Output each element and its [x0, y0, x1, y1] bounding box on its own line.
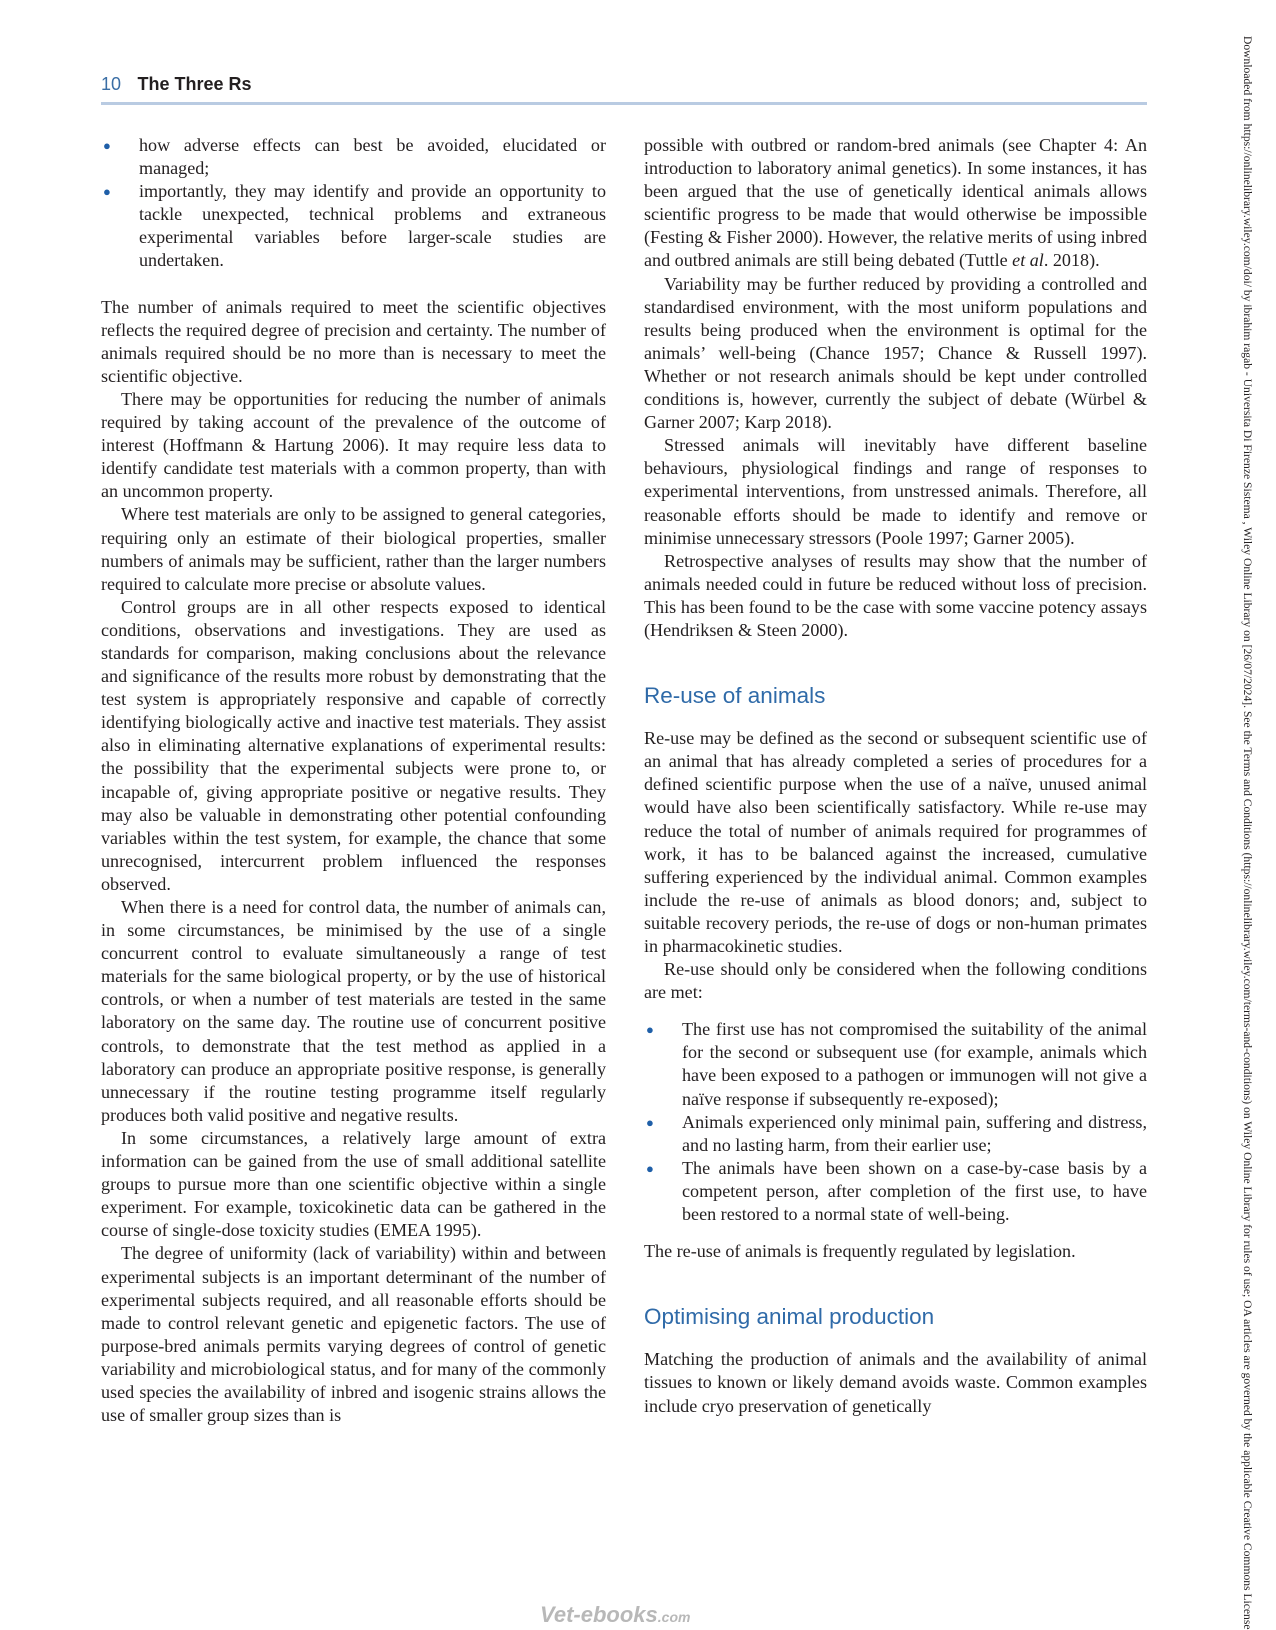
running-title: The Three Rs: [137, 74, 252, 94]
list-item: ● The first use has not compromised the suitability of the animal for the second or subsequent use (for example, animals which have been exposed to a pathogen or immunogen will not give a naïve response if subsequently re-exposed);: [644, 1018, 1147, 1110]
list-item: ● how adverse effects can best be avoided, elucidated or managed;: [101, 134, 606, 180]
running-header: [101, 74, 1147, 105]
paragraph: When there is a need for control data, the number of animals can, in some circumstances, be minimised by the use of a single concurrent control to evaluate simultaneously a range of test materials for the same biological property, or by the use of historical controls, or when a number of test materials are tested in the same laboratory on the same day. The routine use of concurrent positive controls, to demonstrate that the test method as applied in a laboratory can produce an appropriate positive response, is generally unnecessary if the routine testing programme itself regularly produces both valid positive and negative results.: [101, 897, 606, 1125]
list-item: ● Animals experienced only minimal pain, suffering and distress, and no lasting harm, from their earlier use;: [644, 1111, 1147, 1157]
paragraph: Variability may be further reduced by providing a controlled and standardised environment, with the most uniform populations and results being produced when the environment is optimal for the animals’ well-being (Chance 1957; Chance & Russell 1997). Whether or not research animals should be kept under controlled conditions is, however, currently the subject of debate (Würbel & Garner 2007; Karp 2018).: [644, 273, 1147, 433]
reuse-conditions-list: [644, 1018, 1147, 1226]
paragraph: Stressed animals will inevitably have different baseline behaviours, physiological findings and range of responses to experimental interventions, from unstressed animals. Therefore, all reasonable efforts should be made to identify and remove or minimise unnecessary stressors (Poole 1997; Garner 2005).: [644, 435, 1147, 548]
paragraph: Retrospective analyses of results may show that the number of animals needed could in future be reduced without loss of precision. This has been found to be the case with some vaccine potency assays (Hendriksen & Steen 2000).: [644, 550, 1147, 640]
paragraph: There may be opportunities for reducing the number of animals required by taking account of the prevalence of the outcome of interest (Hoffmann & Hartung 2006). It may require less data to identify candidate test materials with a common property, than with an uncommon property.: [101, 388, 606, 502]
section-heading-production: Optimising animal production: [644, 1304, 935, 1330]
paragraph: Re-use may be defined as the second or subsequent scientific use of an animal that has already completed a series of procedures for a defined scientific purpose when the use of a naïve, unused animal would have also been scientifically satisfactory. While re-use may reduce the total of number of animals required for programmes of work, it has to be balanced against the increased, cumulative suffering experienced by the individual animal. Common examples include the re-use of animals as blood donors; and, subject to suitable recovery periods, the re-use of dogs or non-human primates in pharmacokinetic studies.: [644, 728, 1147, 956]
paragraph: Matching the production of animals and the availability of animal tissues to known or likely demand avoids waste. Common examples include cryo preservation of genetically: [644, 1349, 1147, 1416]
paragraph: The degree of uniformity (lack of variability) within and between experimental subjects is an important determinant of the number of experimental subjects required, and all reasonable efforts should be made to control relevant genetic and epigenetic factors. The use of purpose-bred animals permits varying degrees of control of genetic variability and microbiological status, and for many of the commonly used species the availability of inbred and isogenic strains allows the use of smaller group sizes than is: [101, 1243, 606, 1426]
download-notice-sidebar: [1240, 36, 1256, 1630]
section-heading-reuse: Re-use of animals: [644, 683, 826, 709]
left-column: [101, 134, 606, 1427]
page-number: 10: [101, 74, 122, 94]
paragraph: Re-use should only be considered when the following conditions are met:: [644, 959, 1147, 1003]
paragraph: possible with outbred or random-bred animals (see Chapter 4: An introduction to laboratory animal genetics). In some instances, it has been argued that the use of genetically identical animals allows scientific progress to be made that would otherwise be impossible (Festing & Fisher 2000). However, the relative merits of using inbred and outbred animals are still being debated (Tuttle et al. 2018).: [644, 135, 1147, 271]
download-notice-text: Downloaded from https://onlinelibrary.wiley.com/doi/ by ibrahim ragab - Universita Di Firenze Sistema , Wiley Online Library on [26/07/2024]. See the Terms and Conditions (https://onlinelibrary.wiley.com/terms-and-conditions) on Wiley Online Library for rules of use; OA articles are governed by the applicable Creative Commons License: [1241, 36, 1254, 1630]
italic-et-al: et al: [1012, 250, 1044, 271]
paragraph: Where test materials are only to be assigned to general categories, requiring only an estimate of their biological properties, smaller numbers of animals may be sufficient, rather than the larger numbers required to calculate more precise or absolute values.: [101, 504, 606, 594]
left-bullet-list: [101, 134, 606, 273]
paragraph: The re-use of animals is frequently regulated by legislation.: [644, 1241, 1076, 1262]
right-column: [644, 134, 1147, 1418]
watermark-logo: Vet-ebooks.com: [540, 1602, 691, 1627]
paragraph: In some circumstances, a relatively large amount of extra information can be gained from the use of small additional satellite groups to pursue more than one scientific objective within a single experiment. For example, toxicokinetic data can be gathered in the course of single-dose toxicity studies (EMEA 1995).: [101, 1127, 606, 1241]
list-item: ● The animals have been shown on a case-by-case basis by a competent person, after completion of the first use, to have been restored to a normal state of well-being.: [644, 1157, 1147, 1226]
paragraph: Control groups are in all other respects exposed to identical conditions, observations and investigations. They are used as standards for comparison, making conclusions about the relevance and significance of the results more robust by demonstrating that the test system is appropriately responsive and capable of correctly identifying biologically active and inactive test materials. They assist also in eliminating alternative explanations of experimental results: the possibility that the experimental subjects were prone to, or incapable of, giving appropriate positive or negative results. They may also be valuable in demonstrating other potential confounding variables within the test system, for example, the chance that some unrecognised, intercurrent problem influenced the responses observed.: [101, 596, 606, 894]
list-item: ● importantly, they may identify and provide an opportunity to tackle unexpected, technical problems and extraneous experimental variables before larger-scale studies are undertaken.: [101, 180, 606, 272]
paragraph: The number of animals required to meet the scientific objectives reflects the required degree of precision and certainty. The number of animals required should be no more than is necessary to meet the scientific objective.: [101, 296, 606, 386]
